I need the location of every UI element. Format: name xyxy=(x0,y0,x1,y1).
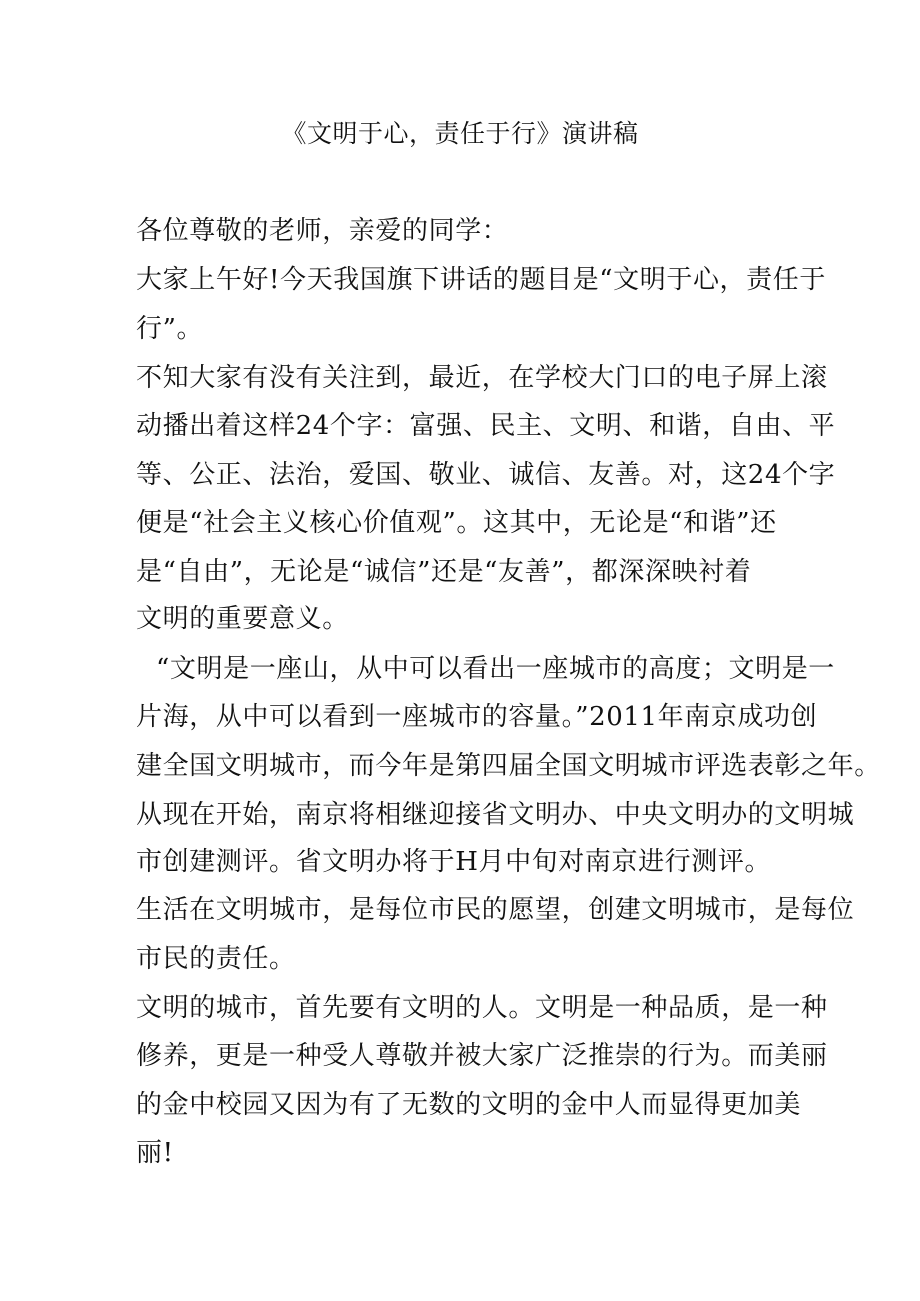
quote-line: “文明是一座山，从中可以看出一座城市的高度；文明是一 xyxy=(156,654,835,684)
document-title: 《文明于心，责任于行》演讲稿 xyxy=(281,119,639,148)
paragraph-line: 市民的责任。 xyxy=(136,944,296,974)
paragraph-line: 生活在文明城市，是每位市民的愿望，创建文明城市，是每位 xyxy=(136,895,855,925)
paragraph-line: 片海，从中可以看到一座城市的容量。”2011年南京成功创 xyxy=(136,702,818,732)
paragraph-line: 文明的城市，首先要有文明的人。文明是一种品质，是一种 xyxy=(136,993,828,1023)
paragraph-line: 是“自由”，无论是“诚信”还是“友善”，都深深映衬着 xyxy=(136,557,752,587)
salutation-line: 各位尊敬的老师，亲爱的同学： xyxy=(136,216,509,246)
paragraph-line: 丽! xyxy=(136,1138,174,1168)
paragraph-line: 等、公正、法治，爱国、敬业、诚信、友善。对，这24个字 xyxy=(136,460,836,490)
paragraph-line: 建全国文明城市，而今年是第四届全国文明城市评选表彰之年。 xyxy=(136,751,881,781)
paragraph-line: 大家上午好!今天我国旗下讲话的题目是“文明于心，责任于 xyxy=(136,265,826,295)
paragraph-line: 便是“社会主义核心价值观”。这其中，无论是“和谐”还 xyxy=(136,508,777,538)
paragraph-line: 动播出着这样24个字：富强、民主、文明、和谐，自由、平 xyxy=(136,411,836,441)
paragraph-line: 行”。 xyxy=(136,314,204,344)
paragraph-line: 文明的重要意义。 xyxy=(136,604,349,634)
paragraph-line: 修养，更是一种受人尊敬并被大家广泛推崇的行为。而美丽 xyxy=(136,1041,828,1071)
paragraph-line: 不知大家有没有关注到，最近，在学校大门口的电子屏上滚 xyxy=(136,363,828,393)
paragraph-line: 的金中校园又因为有了无数的文明的金中人而显得更加美 xyxy=(136,1090,802,1120)
paragraph-line: 从现在开始，南京将相继迎接省文明办、中央文明办的文明城 xyxy=(136,800,855,830)
paragraph-line: 市创建测评。省文明办将于H月中旬对南京进行测评。 xyxy=(136,847,772,877)
